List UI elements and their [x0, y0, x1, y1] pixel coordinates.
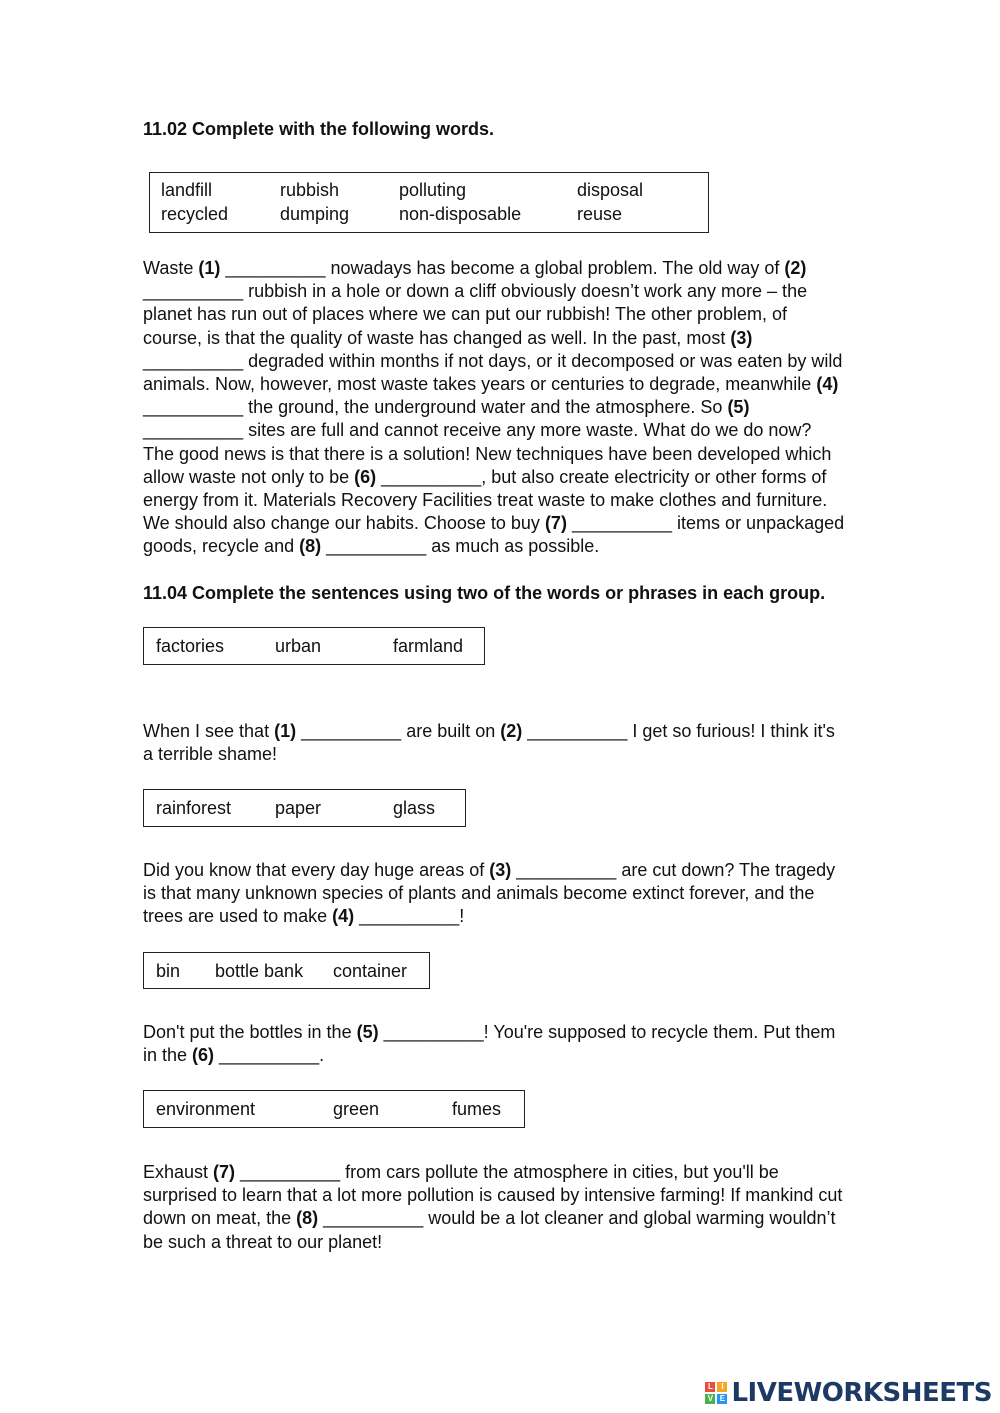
paragraph-line: goods, recycle and (8) __________ as much as possible. [143, 536, 600, 557]
word-dumping: dumping [280, 204, 350, 224]
paragraph-line: __________ degraded within months if not days, or it decomposed or was eaten by wild [143, 350, 843, 371]
word-bin: bin [156, 961, 181, 981]
paragraph-line: __________ rubbish in a hole or down a cliff obviously doesn’t work any more – the [143, 281, 808, 302]
word-disposal: disposal [577, 180, 644, 200]
word-rubbish: rubbish [280, 180, 340, 200]
word-green: green [333, 1099, 380, 1119]
word-non-disposable: non-disposable [399, 204, 522, 224]
paragraph-line: __________ sites are full and cannot receive any more waste. What do we do now? [143, 420, 812, 441]
word-box-group-2 [143, 789, 466, 827]
paragraph-line: The good news is that there is a solution! New techniques have been developed which [143, 443, 832, 464]
word-reuse: reuse [577, 204, 623, 224]
paragraph-line: energy from it. Materials Recovery Facilities treat waste to make clothes and furniture. [143, 490, 828, 511]
logo-blocks-icon: L I V E [705, 1382, 727, 1404]
group-3-text: Don't put the bottles in the (5) __________! You're supposed to recycle them. Put them in the (6) __________. [143, 1022, 836, 1066]
word-box-1102 [149, 172, 709, 233]
word-polluting: polluting [399, 180, 467, 200]
section-heading-1102: 11.02 Complete with the following words. [143, 119, 495, 139]
word-rainforest: rainforest [156, 798, 232, 818]
word-recycled: recycled [161, 204, 229, 224]
paragraph-line: Waste (1) __________ nowadays has become a global problem. The old way of (2) [143, 258, 807, 278]
word-farmland: farmland [393, 636, 464, 656]
group-1-text: When I see that (1) __________ are built on (2) __________ I get so furious! I think it's a terrible shame! [143, 721, 835, 765]
waste-paragraph [143, 257, 933, 559]
paragraph-line: We should also change our habits. Choose to buy (7) __________ items or unpackaged [143, 513, 845, 534]
word-bottle-bank: bottle bank [215, 961, 304, 981]
group-2-text: Did you know that every day huge areas of (3) __________ are cut down? The tragedy is that many unknown species of plants and animals become extinct forever, and the trees are used to make (4) __________! [143, 860, 836, 927]
word-environment: environment [156, 1099, 256, 1119]
word-paper: paper [275, 798, 322, 818]
word-container: container [333, 961, 408, 981]
word-box-group-4 [143, 1090, 525, 1128]
word-glass: glass [393, 798, 436, 818]
section-heading-1104: 11.04 Complete the sentences using two of the words or phrases in each group. [143, 583, 826, 603]
word-factories: factories [156, 636, 225, 656]
paragraph-line: course, is that the quality of waste has changed as well. In the past, most (3) [143, 327, 753, 348]
word-box-group-3 [143, 952, 430, 989]
paragraph-line: allow waste not only to be (6) __________, but also create electricity or other forms of [143, 466, 827, 487]
logo-text: LIVEWORKSHEETS [731, 1378, 992, 1408]
paragraph-line: planet has run out of places where we can put our rubbish! The other problem, of [143, 304, 788, 325]
group-4-text: Exhaust (7) __________ from cars pollute the atmosphere in cities, but you'll be surprised to learn that a lot more pollution is caused by intensive farming! If mankind cut down on meat, the (8) __________ would be a lot cleaner and global warming wouldn’t be such a threat to our planet! [143, 1162, 843, 1252]
paragraph-line: __________ the ground, the underground water and the atmosphere. So (5) [143, 397, 750, 418]
word-fumes: fumes [452, 1099, 502, 1119]
liveworksheets-logo[interactable] [705, 1379, 992, 1407]
word-urban: urban [275, 636, 322, 656]
word-landfill: landfill [161, 180, 213, 200]
word-box-group-1 [143, 627, 485, 665]
paragraph-line: animals. Now, however, most waste takes years or centuries to degrade, meanwhile (4) [143, 374, 839, 395]
